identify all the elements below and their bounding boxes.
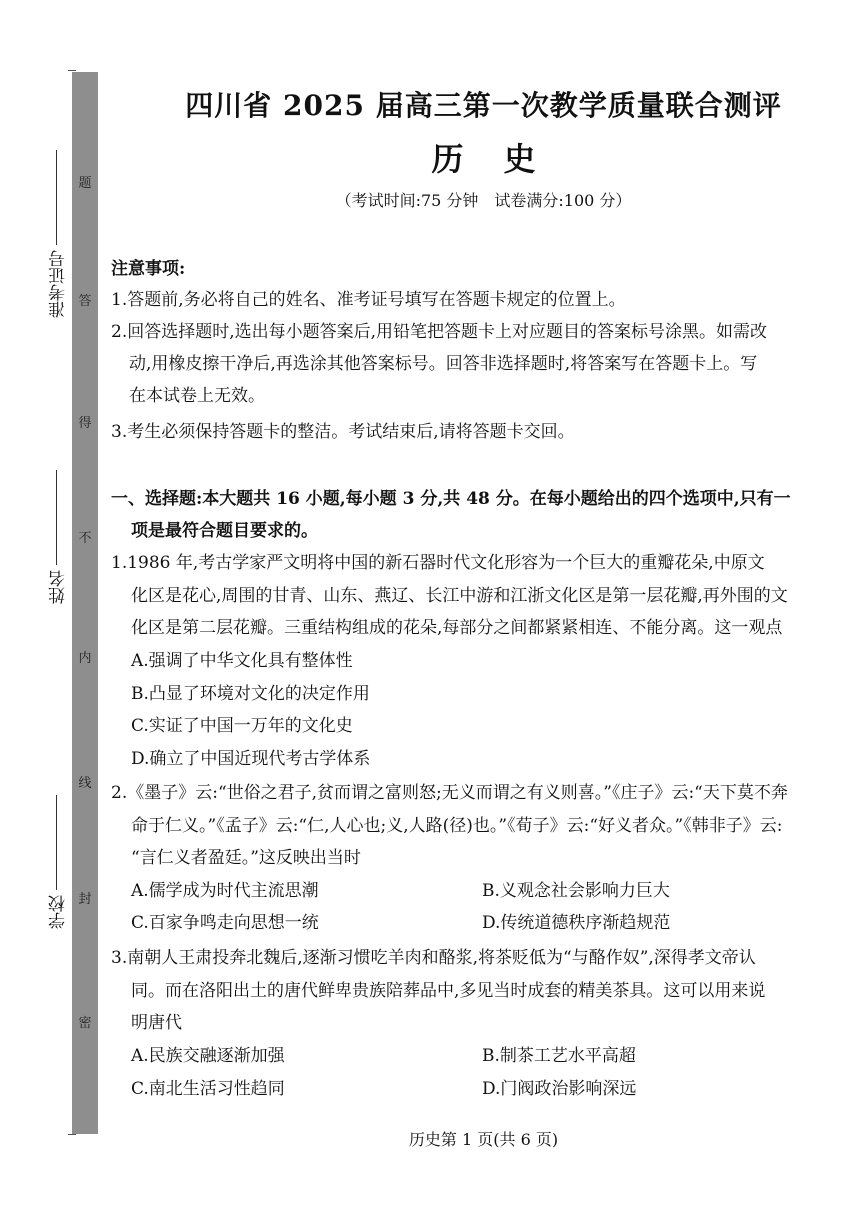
school-line bbox=[56, 795, 57, 890]
notice-item: 在本试卷上无效。 bbox=[129, 386, 265, 406]
exam-id-line bbox=[56, 150, 57, 245]
question-3-text: 3.南朝人王肃投奔北魏后,逐渐习惯吃羊肉和酪浆,将茶贬低为“与酪作奴”,深得孝文帝认 bbox=[111, 948, 756, 968]
question-3-text: 明唐代 bbox=[131, 1013, 182, 1033]
notice-item: 3.考生必须保持答题卡的整洁。考试结束后,请将答题卡交回。 bbox=[111, 422, 575, 442]
seal-char: 得 bbox=[78, 416, 92, 431]
exam-time-info: （考试时间:75 分钟 试卷满分:100 分） bbox=[335, 191, 632, 210]
question-1-text: 化区是花心,周围的甘青、山东、燕辽、长江中游和江浙文化区是第一层花瓣,再外围的文 bbox=[131, 586, 788, 606]
exam-id-label: 准考证号 bbox=[49, 250, 69, 318]
page-footer: 历史第 1 页(共 6 页) bbox=[408, 1130, 559, 1149]
question-3-option-d: D.门阀政治影响深远 bbox=[482, 1079, 637, 1099]
question-1-text: 1.1986 年,考古学家严文明将中国的新石器时代文化形容为一个巨大的重瓣花朵,中原文 bbox=[111, 553, 765, 573]
question-3-option-b: B.制茶工艺水平高超 bbox=[482, 1046, 636, 1066]
name-label: 姓名 bbox=[49, 570, 69, 604]
seal-char: 内 bbox=[78, 651, 92, 666]
section-heading-cont: 项是最符合题目要求的。 bbox=[131, 521, 318, 541]
notice-heading: 注意事项: bbox=[111, 259, 186, 279]
seal-char: 答 bbox=[78, 294, 92, 309]
question-1-option-a: A.强调了中华文化具有整体性 bbox=[131, 651, 353, 671]
seal-char: 线 bbox=[78, 776, 92, 791]
question-2-option-b: B.义观念社会影响力巨大 bbox=[482, 881, 670, 901]
question-3-text: 同。而在洛阳出土的唐代鲜卑贵族陪葬品中,多见当时成套的精美茶具。这可以用来说 bbox=[131, 981, 766, 1001]
notice-item: 动,用橡皮擦干净后,再选涂其他答案标号。回答非选择题时,将答案写在答题卡上。写 bbox=[129, 354, 758, 374]
question-3-option-c: C.南北生活习性趋同 bbox=[131, 1079, 285, 1099]
school-label: 学校 bbox=[49, 895, 69, 929]
section-heading: 一、选择题:本大题共 16 小题,每小题 3 分,共 48 分。在每小题给出的四个选项中,只有一 bbox=[111, 489, 791, 509]
notice-item: 1.答题前,务必将自己的姓名、准考证号填写在答题卡规定的位置上。 bbox=[111, 290, 626, 310]
question-2-text: 命于仁义。”《孟子》云:“仁,人心也;义,人路(径)也。”《荀子》云:“好义者众。”《韩非子》云: bbox=[131, 816, 783, 836]
question-2-option-c: C.百家争鸣走向思想一统 bbox=[131, 913, 319, 933]
question-2-option-d: D.传统道德秩序渐趋规范 bbox=[482, 913, 671, 933]
question-1-option-c: C.实证了中国一万年的文化史 bbox=[131, 716, 353, 736]
question-1-option-d: D.确立了中国近现代考古学体系 bbox=[131, 749, 371, 769]
seal-margin-strip bbox=[72, 72, 98, 1134]
question-3-option-a: A.民族交融逐渐加强 bbox=[131, 1046, 285, 1066]
question-1-text: 化区是第二层花瓣。三重结构组成的花朵,每部分之间都紧紧相连、不能分离。这一观点 bbox=[131, 618, 783, 638]
name-line bbox=[56, 470, 57, 565]
question-1-option-b: B.凸显了环境对文化的决定作用 bbox=[131, 684, 370, 704]
seal-char: 密 bbox=[78, 1016, 92, 1031]
seal-char: 封 bbox=[78, 892, 92, 907]
subject-text: 历史 bbox=[431, 140, 576, 178]
question-2-text: “言仁义者盈廷。”这反映出当时 bbox=[131, 848, 361, 868]
question-2-option-a: A.儒学成为时代主流思潮 bbox=[131, 881, 319, 901]
seal-char: 题 bbox=[78, 176, 92, 191]
question-2-text: 2.《墨子》云:“世俗之君子,贫而谓之富则怒;无义而谓之有义则喜。”《庄子》云:“天下莫不奔 bbox=[111, 783, 788, 803]
exam-title: 四川省 2025 届高三第一次教学质量联合测评 bbox=[185, 89, 782, 122]
notice-item: 2.回答选择题时,选出每小题答案后,用铅笔把答题卡上对应题目的答案标号涂黑。如需改 bbox=[111, 322, 768, 342]
subject-title bbox=[100, 134, 867, 180]
seal-char: 不 bbox=[78, 531, 92, 546]
